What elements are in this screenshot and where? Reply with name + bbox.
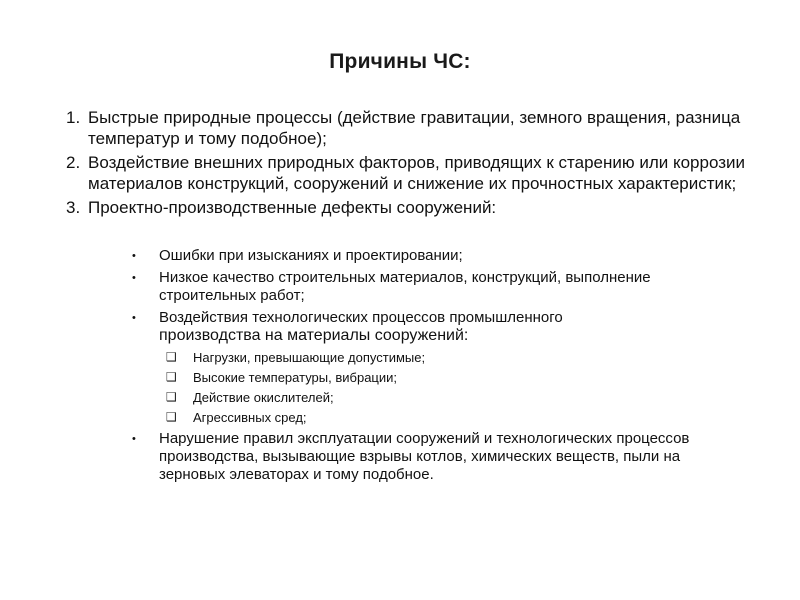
item-number: 3. [66,198,81,217]
subsublist-item [66,349,746,366]
item-number: 1. [66,108,81,127]
subsublist-item [66,409,746,426]
slide-title: Причины ЧС: [329,50,471,73]
bullet-icon: • [132,312,136,324]
subitem-text-line: Воздействия технологических процессов промышленного [159,309,563,326]
subitem-text: Нарушение правил эксплуатации сооружений и технологических процессов производства, вызывающие взрывы котлов, химических веществ, пыли на зерновых элеваторах и тому подобное. [159,430,690,483]
subsubitem-text: Действие окислителей; [193,390,334,405]
subsubitem-text: Нагрузки, превышающие допустимые; [193,350,426,365]
list-item [66,197,746,218]
bullet-icon: • [132,433,136,445]
item-text: Воздействие внешних природных факторов, приводящих к старению или коррозии материалов конструкций, сооружений и снижение их прочностных характеристик; [88,153,746,193]
checkbox-square-icon: ❑ [166,350,177,364]
subsubitem-text: Высокие температуры, вибрации; [193,370,398,385]
slide-content [66,107,746,221]
subsubitem-text: Агрессивных сред; [193,410,307,425]
checkbox-square-icon: ❑ [166,410,177,424]
subitem-text-tail: производства на материалы сооружений: [159,327,469,344]
item-text: Проектно-производственные дефекты сооружений: [88,198,497,217]
sublist-item [66,309,746,345]
list-item [66,152,746,194]
item-text: Быстрые природные процессы (действие гравитации, земного вращения, разница температур и тому подобное); [88,108,741,148]
subsublist-item [66,369,746,386]
bullet-icon: • [132,272,136,284]
sublist [66,247,746,488]
sublist-item [66,247,746,265]
list-item [66,107,746,149]
checkbox-square-icon: ❑ [166,390,177,404]
subsublist [66,349,746,426]
subitem-text: Ошибки при изысканиях и проектировании; [159,247,463,264]
sublist-item [66,430,746,484]
bullet-icon: • [132,250,136,262]
sublist-item [66,269,746,305]
subsublist-item [66,389,746,406]
subitem-text: Низкое качество строительных материалов, конструкций, выполнение строительных работ; [159,269,651,304]
checkbox-square-icon: ❑ [166,370,177,384]
subitem-text [159,309,746,345]
item-number: 2. [66,153,81,172]
